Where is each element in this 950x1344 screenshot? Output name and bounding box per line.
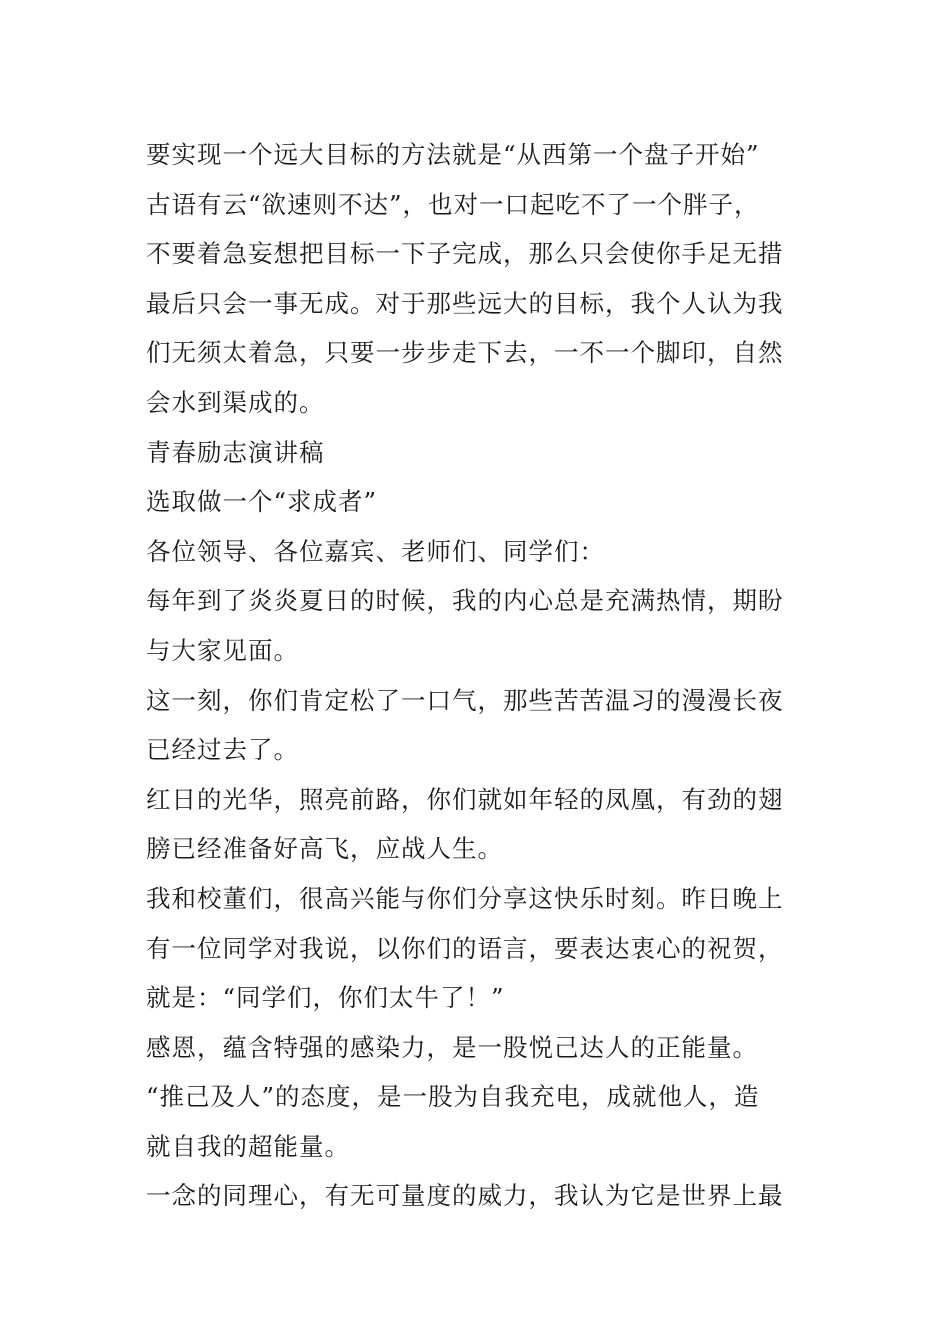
text-line: 与大家见面。 — [146, 635, 299, 665]
text-line: 我和校董们，很高兴能与你们分享这快乐时刻。昨日晚上 — [146, 883, 784, 913]
text-line: 有一位同学对我说，以你们的语言，要表达衷心的祝贺， — [146, 933, 784, 963]
text-line: 不要着急妄想把目标一下子完成，那么只会使你手足无措 — [146, 239, 784, 269]
text-line: 就自我的超能量。 — [146, 1131, 350, 1161]
text-line: 最后只会一事无成。对于那些远大的目标，我个人认为我 — [146, 288, 784, 318]
text-line: 就是：“同学们，你们太牛了！” — [146, 983, 505, 1013]
text-line: 古语有云“欲速则不达”，也对一口起吃不了一个胖子， — [146, 189, 760, 219]
document-body — [146, 130, 816, 1221]
text-line: 已经过去了。 — [146, 735, 299, 765]
section-title: 青春励志演讲稿 — [146, 437, 325, 467]
speech-subtitle: 选取做一个“求成者” — [146, 487, 378, 517]
salutation: 各位领导、各位嘉宾、老师们、同学们： — [146, 536, 605, 566]
text-line: 要实现一个远大目标的方法就是“从西第一个盘子开始” — [146, 140, 760, 169]
text-line: 会水到渠成的。 — [146, 387, 325, 417]
text-line: 红日的光华，照亮前路，你们就如年轻的凤凰，有劲的翅 — [146, 784, 784, 814]
text-line: 一念的同理心，有无可量度的威力，我认为它是世界上最 — [146, 1181, 784, 1211]
text-line: 每年到了炎炎夏日的时候，我的内心总是充满热情，期盼 — [146, 586, 784, 616]
text-line: 这一刻，你们肯定松了一口气，那些苦苦温习的漫漫长夜 — [146, 685, 784, 715]
text-line: 们无须太着急，只要一步步走下去，一不一个脚印，自然 — [146, 338, 784, 368]
text-line: “推己及人”的态度，是一股为自我充电，成就他人，造 — [146, 1082, 760, 1112]
text-line: 膀已经准备好高飞，应战人生。 — [146, 834, 503, 864]
text-line: 感恩，蕴含特强的感染力，是一股悦己达人的正能量。 — [146, 1032, 758, 1062]
